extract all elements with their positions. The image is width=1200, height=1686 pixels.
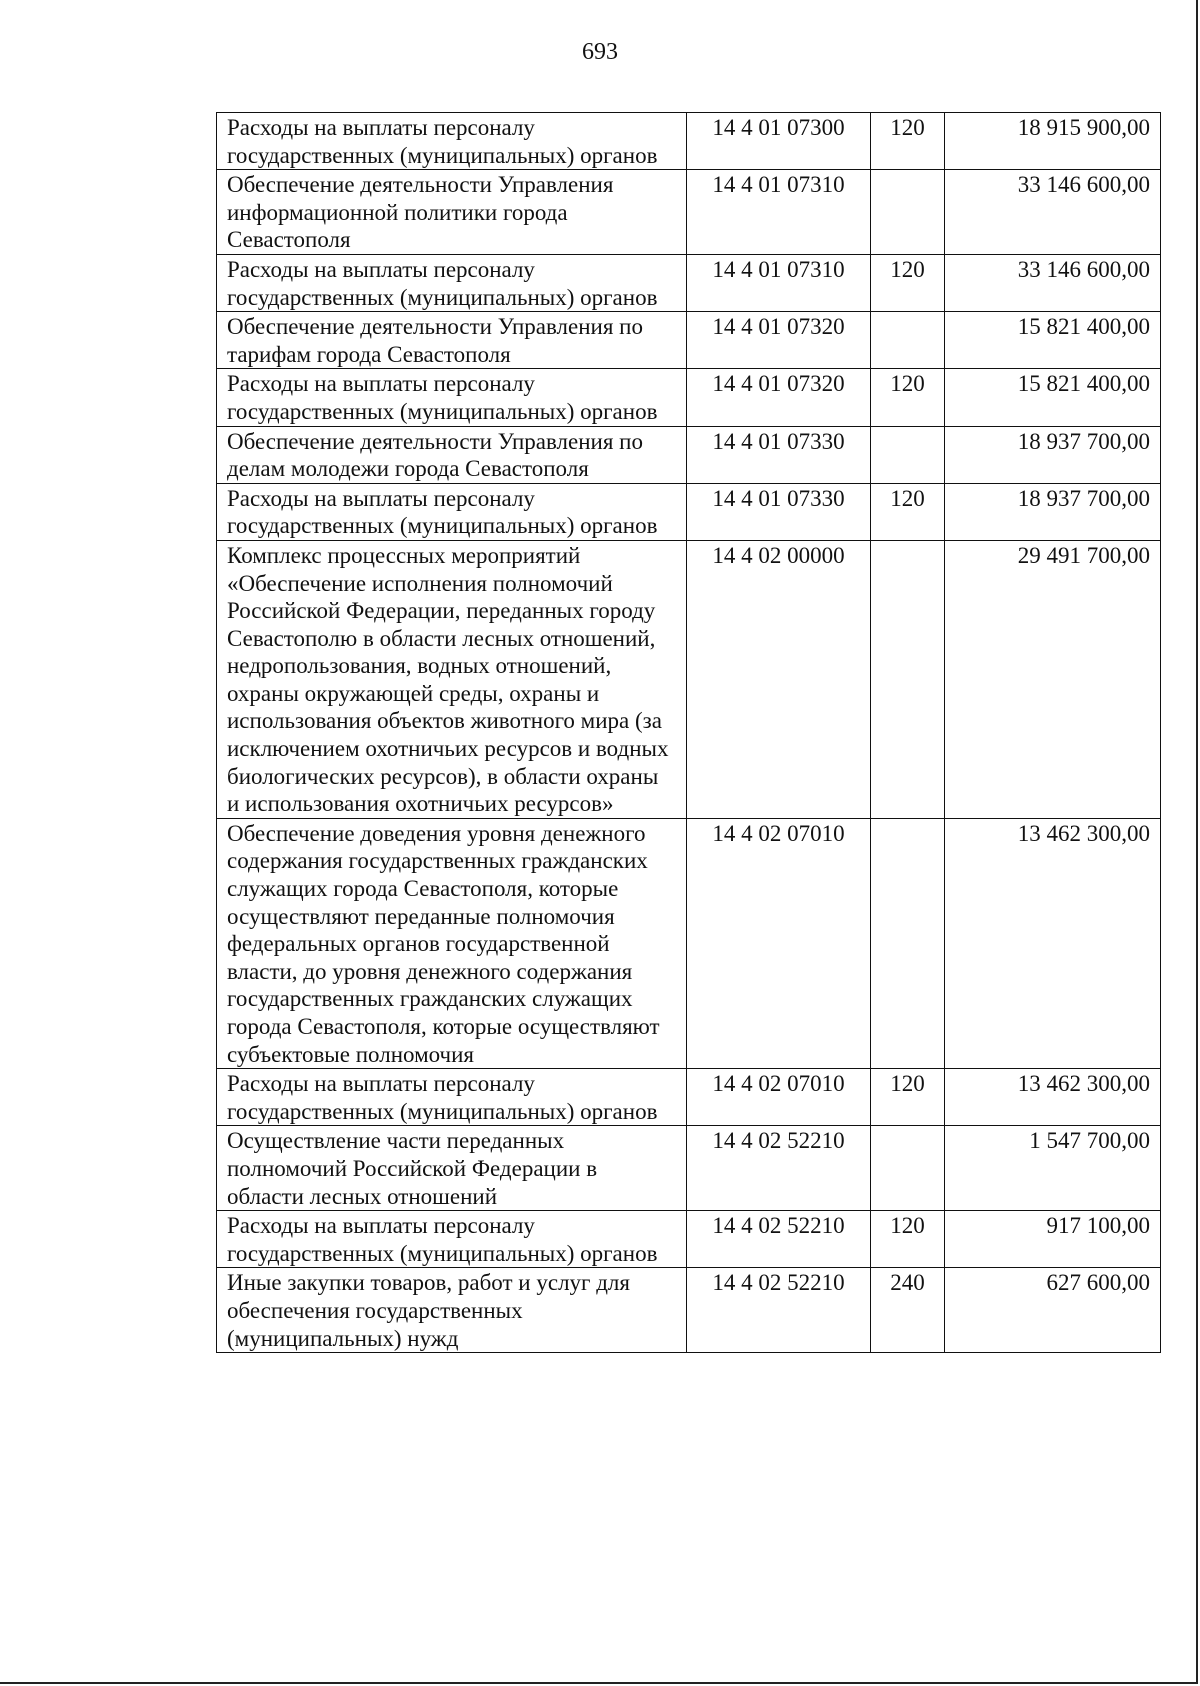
table-row xyxy=(217,1069,1161,1126)
expense-type-cell: 120 xyxy=(871,1211,945,1268)
target-code-cell: 14 4 02 07010 xyxy=(687,818,871,1068)
target-code-cell: 14 4 01 07330 xyxy=(687,483,871,540)
expense-name-cell: Обеспечение доведения уровня денежного содержания государственных гражданских служащих города Севастополя, которые осуществляют переданные полномочия федеральных органов государственной власти, до уровня денежного содержания государственных гражданских служащих города Севастополя, которые осуществляют субъектовые полномочия xyxy=(217,818,687,1068)
table-row xyxy=(217,312,1161,369)
table-row xyxy=(217,113,1161,170)
table-row xyxy=(217,426,1161,483)
expense-name-cell: Расходы на выплаты персоналу государственных (муниципальных) органов xyxy=(217,1211,687,1268)
table-row xyxy=(217,1268,1161,1353)
budget-table xyxy=(216,112,1161,1353)
amount-cell: 18 937 700,00 xyxy=(945,426,1161,483)
amount-cell: 18 937 700,00 xyxy=(945,483,1161,540)
target-code-cell: 14 4 02 07010 xyxy=(687,1069,871,1126)
expense-name-cell: Расходы на выплаты персоналу государственных (муниципальных) органов xyxy=(217,254,687,311)
expense-type-cell: 120 xyxy=(871,483,945,540)
expense-type-cell: 120 xyxy=(871,369,945,426)
expense-type-cell xyxy=(871,540,945,818)
expense-type-cell: 120 xyxy=(871,254,945,311)
amount-cell: 15 821 400,00 xyxy=(945,369,1161,426)
table-row xyxy=(217,818,1161,1068)
expense-type-cell xyxy=(871,170,945,255)
target-code-cell: 14 4 02 52210 xyxy=(687,1126,871,1211)
expense-name-cell: Комплекс процессных мероприятий «Обеспечение исполнения полномочий Российской Федерации, переданных городу Севастополю в области лесных отношений, недропользования, водных отношений, охраны окружающей среды, охраны и использования объектов животного мира (за исключением охотничьих ресурсов и водных биологических ресурсов), в области охраны и использования охотничьих ресурсов» xyxy=(217,540,687,818)
target-code-cell: 14 4 01 07310 xyxy=(687,254,871,311)
target-code-cell: 14 4 01 07320 xyxy=(687,369,871,426)
target-code-cell: 14 4 01 07310 xyxy=(687,170,871,255)
expense-name-cell: Обеспечение деятельности Управления по делам молодежи города Севастополя xyxy=(217,426,687,483)
amount-cell: 1 547 700,00 xyxy=(945,1126,1161,1211)
expense-type-cell xyxy=(871,312,945,369)
table-row xyxy=(217,254,1161,311)
expense-type-cell xyxy=(871,426,945,483)
expense-name-cell: Обеспечение деятельности Управления информационной политики города Севастополя xyxy=(217,170,687,255)
expense-type-cell: 120 xyxy=(871,1069,945,1126)
amount-cell: 29 491 700,00 xyxy=(945,540,1161,818)
expense-name-cell: Осуществление части переданных полномочий Российской Федерации в области лесных отношений xyxy=(217,1126,687,1211)
expense-name-cell: Расходы на выплаты персоналу государственных (муниципальных) органов xyxy=(217,113,687,170)
table-row xyxy=(217,1126,1161,1211)
page-number: 693 xyxy=(582,39,618,65)
expense-type-cell: 240 xyxy=(871,1268,945,1353)
table-row xyxy=(217,483,1161,540)
amount-cell: 917 100,00 xyxy=(945,1211,1161,1268)
target-code-cell: 14 4 01 07330 xyxy=(687,426,871,483)
amount-cell: 13 462 300,00 xyxy=(945,1069,1161,1126)
expense-name-cell: Расходы на выплаты персоналу государственных (муниципальных) органов xyxy=(217,369,687,426)
expense-type-cell: 120 xyxy=(871,113,945,170)
target-code-cell: 14 4 02 52210 xyxy=(687,1268,871,1353)
expense-name-cell: Расходы на выплаты персоналу государственных (муниципальных) органов xyxy=(217,483,687,540)
target-code-cell: 14 4 01 07320 xyxy=(687,312,871,369)
target-code-cell: 14 4 02 00000 xyxy=(687,540,871,818)
amount-cell: 33 146 600,00 xyxy=(945,170,1161,255)
expense-type-cell xyxy=(871,818,945,1068)
budget-table-body xyxy=(217,113,1161,1353)
table-row xyxy=(217,1211,1161,1268)
amount-cell: 18 915 900,00 xyxy=(945,113,1161,170)
table-row xyxy=(217,369,1161,426)
expense-name-cell: Расходы на выплаты персоналу государственных (муниципальных) органов xyxy=(217,1069,687,1126)
table-row xyxy=(217,540,1161,818)
amount-cell: 13 462 300,00 xyxy=(945,818,1161,1068)
table-row xyxy=(217,170,1161,255)
target-code-cell: 14 4 02 52210 xyxy=(687,1211,871,1268)
expense-type-cell xyxy=(871,1126,945,1211)
amount-cell: 627 600,00 xyxy=(945,1268,1161,1353)
expense-name-cell: Обеспечение деятельности Управления по тарифам города Севастополя xyxy=(217,312,687,369)
amount-cell: 15 821 400,00 xyxy=(945,312,1161,369)
expense-name-cell: Иные закупки товаров, работ и услуг для обеспечения государственных (муниципальных) нужд xyxy=(217,1268,687,1353)
target-code-cell: 14 4 01 07300 xyxy=(687,113,871,170)
amount-cell: 33 146 600,00 xyxy=(945,254,1161,311)
